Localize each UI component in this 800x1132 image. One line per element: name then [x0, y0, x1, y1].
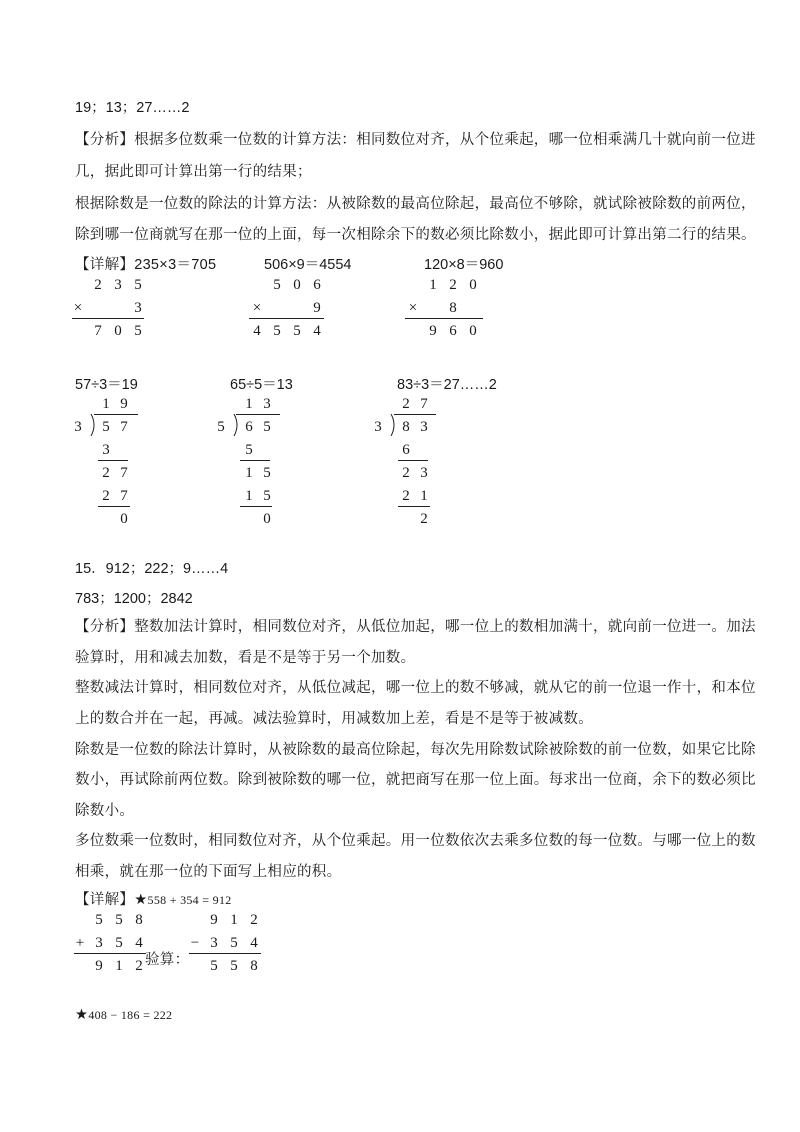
- plus-sign: +: [75, 935, 85, 951]
- digit: 1: [245, 465, 253, 481]
- digit: 0: [469, 277, 477, 293]
- digit: 3: [134, 300, 142, 316]
- analysis-label: 【分析】: [75, 132, 135, 148]
- digit: 0: [114, 323, 122, 339]
- digit: 4: [250, 935, 258, 951]
- digit: 5: [245, 442, 253, 458]
- digit: 5: [263, 488, 271, 504]
- digit: 3: [420, 419, 428, 435]
- digit: 6: [313, 277, 321, 293]
- times-sign: ×: [73, 300, 83, 316]
- times-sign: ×: [252, 300, 262, 316]
- division-bracket: [390, 414, 398, 436]
- analysis-text-line: 几，据此即可计算出第一行的结果；: [75, 164, 312, 180]
- digit: 4: [313, 323, 321, 339]
- digit: 0: [293, 277, 301, 293]
- digit: 5: [273, 323, 281, 339]
- detail-label: 【详解】: [75, 257, 135, 273]
- analysis-text-line: 上的数合并在一起，再减。减法验算时，用减数加上差，看是不是等于被减数。: [75, 711, 593, 727]
- digit: 4: [135, 935, 143, 951]
- digit: 9: [429, 323, 437, 339]
- digit: 3: [420, 465, 428, 481]
- digit: 8: [402, 419, 410, 435]
- detail-label: 【详解】: [75, 892, 135, 908]
- digit: 2: [102, 488, 110, 504]
- detail-line: [75, 253, 216, 274]
- digit: 4: [253, 323, 261, 339]
- equation: 57÷3＝19: [75, 377, 138, 393]
- digit: 5: [263, 465, 271, 481]
- digit: 2: [250, 912, 258, 928]
- digit: 3: [102, 442, 110, 458]
- analysis-label: 【分析】: [75, 619, 135, 635]
- analysis-text-line: 相乘，就在那一位的下面写上相应的积。: [75, 864, 342, 880]
- digit: 7: [94, 323, 102, 339]
- analysis-text-line: 验算时，用和减去加数，看是不是等于另一个加数。: [75, 650, 416, 666]
- divisor: 5: [217, 419, 225, 435]
- digit: 1: [429, 277, 437, 293]
- analysis-text: 根据多位数乘一位数的计算方法：相同数位对齐，从个位乘起，哪一位相乘满几十就向前一位进: [134, 132, 756, 148]
- equation: 408 − 186 = 222: [88, 1008, 173, 1022]
- divisor: 3: [374, 419, 382, 435]
- digit: 5: [115, 935, 123, 951]
- digit: 7: [420, 396, 428, 412]
- detail-line: [75, 1007, 172, 1023]
- answer-line-15: 15．912；222；9……4: [75, 561, 229, 577]
- star-icon: ★: [134, 892, 148, 908]
- digit: 5: [273, 277, 281, 293]
- digit: 1: [420, 488, 428, 504]
- rule-line: [405, 318, 483, 319]
- remainder: 0: [120, 511, 128, 527]
- minus-sign: −: [190, 935, 200, 951]
- digit: 8: [250, 958, 258, 974]
- equation: 120×8＝960: [424, 257, 504, 273]
- analysis-text-line: 整数减法计算时，相同数位对齐，从低位减起，哪一位上的数不够减，就从它的前一位退一作十，和本位: [75, 680, 756, 696]
- digit: 8: [135, 912, 143, 928]
- equation: 506×9＝4554: [264, 257, 352, 273]
- division-bracket: [90, 414, 98, 436]
- digit: 2: [135, 958, 143, 974]
- digit: 9: [120, 396, 128, 412]
- digit: 0: [469, 323, 477, 339]
- digit: 7: [120, 465, 128, 481]
- digit: 5: [95, 912, 103, 928]
- digit: 5: [230, 935, 238, 951]
- remainder: 2: [420, 511, 428, 527]
- rule-line: [189, 953, 261, 954]
- digit: 8: [449, 300, 457, 316]
- digit: 6: [402, 442, 410, 458]
- rule-line: [74, 953, 146, 954]
- division-bar: [394, 414, 436, 415]
- analysis-text-line: 根据除数是一位数的除法的计算方法：从被除数的最高位除起，最高位不够除，就试除被除数的前两位，: [75, 196, 756, 212]
- digit: 5: [210, 958, 218, 974]
- digit: 5: [293, 323, 301, 339]
- rule-line: [98, 460, 128, 461]
- digit: 2: [402, 488, 410, 504]
- digit: 3: [114, 277, 122, 293]
- digit: 9: [313, 300, 321, 316]
- equation: 83÷3＝27……2: [397, 377, 497, 393]
- equation: 235×3＝705: [134, 257, 217, 273]
- digit: 9: [210, 912, 218, 928]
- division-bracket: [233, 414, 241, 436]
- equation: 558 + 354 = 912: [147, 893, 232, 907]
- digit: 7: [120, 488, 128, 504]
- digit: 2: [102, 465, 110, 481]
- digit: 1: [102, 396, 110, 412]
- rule-line: [240, 460, 270, 461]
- digit: 3: [95, 935, 103, 951]
- rule-line: [249, 318, 324, 319]
- divisor: 3: [74, 419, 82, 435]
- digit: 9: [95, 958, 103, 974]
- digit: 1: [115, 958, 123, 974]
- equation: 65÷5＝13: [230, 377, 293, 393]
- digit: 2: [402, 465, 410, 481]
- division-bar: [94, 414, 138, 415]
- answer-line-15b: 783；1200；2842: [75, 591, 193, 607]
- digit: 1: [245, 396, 253, 412]
- rule-line: [398, 506, 430, 507]
- digit: 3: [210, 935, 218, 951]
- digit: 7: [120, 419, 128, 435]
- rule-line: [98, 506, 130, 507]
- star-icon: ★: [75, 1007, 89, 1023]
- digit: 5: [134, 277, 142, 293]
- remainder: 0: [263, 511, 271, 527]
- answer-line-14: 19；13；27……2: [75, 100, 190, 116]
- digit: 5: [263, 419, 271, 435]
- digit: 2: [402, 396, 410, 412]
- rule-line: [398, 460, 428, 461]
- digit: 2: [449, 277, 457, 293]
- digit: 6: [449, 323, 457, 339]
- digit: 2: [94, 277, 102, 293]
- analysis-text-line: 数小，再试除前两位数。除到被除数的哪一位，就把商写在那一位上面。每求出一位商，余下的数必须比: [75, 772, 756, 788]
- digit: 1: [245, 488, 253, 504]
- division-bar: [236, 414, 280, 415]
- analysis-text-line: 除数是一位数的除法计算时，从被除数的最高位除起，每次先用除数试除被除数的前一位数，如果它比除: [75, 742, 756, 758]
- digit: 5: [102, 419, 110, 435]
- analysis-text-line: 多位数乘一位数时，相同数位对齐，从个位乘起。用一位数依次去乘多位数的每一位数。与哪一位上的数: [75, 833, 756, 849]
- detail-line: [75, 888, 232, 909]
- times-sign: ×: [408, 300, 418, 316]
- digit: 5: [115, 912, 123, 928]
- rule-line: [240, 506, 272, 507]
- digit: 5: [134, 323, 142, 339]
- check-label: 验算：: [145, 952, 190, 968]
- analysis-paragraph: [75, 615, 756, 636]
- analysis-text-line: 除数小。: [75, 803, 135, 819]
- digit: 3: [263, 396, 271, 412]
- analysis-text-line: 除到哪一位商就写在那一位的上面，每一次相除余下的数必须比除数小，据此即可计算出第二行的结果。: [75, 227, 756, 243]
- digit: 5: [230, 958, 238, 974]
- analysis-paragraph: [75, 128, 756, 149]
- digit: 6: [245, 419, 253, 435]
- analysis-text: 整数加法计算时，相同数位对齐，从低位加起，哪一位上的数相加满十，就向前一位进一。加法: [134, 619, 756, 635]
- digit: 1: [230, 912, 238, 928]
- rule-line: [72, 318, 144, 319]
